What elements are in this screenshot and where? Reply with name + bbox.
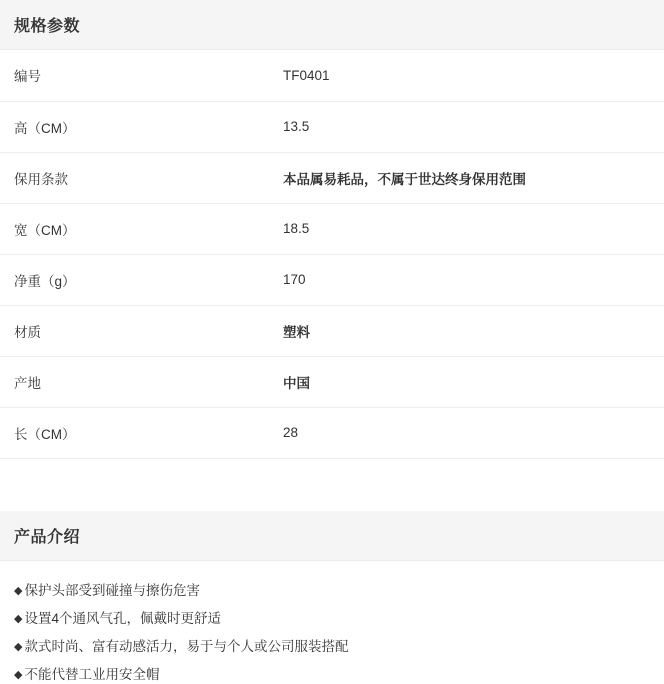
section-spacer	[0, 459, 664, 511]
intro-section-header	[0, 511, 664, 561]
spec-table	[0, 50, 664, 459]
list-item	[14, 605, 664, 633]
diamond-bullet-icon: ◆	[14, 584, 23, 597]
intro-section-title: 产品介绍	[14, 528, 81, 546]
list-item	[14, 633, 664, 661]
spec-value: 中国	[283, 356, 664, 407]
list-item	[14, 577, 664, 605]
list-item	[14, 661, 664, 684]
spec-key: 保用条款	[0, 152, 283, 203]
spec-value: 170	[283, 254, 664, 305]
spec-key: 净重（g）	[0, 254, 283, 305]
table-row	[0, 254, 664, 305]
spec-key: 高（CM）	[0, 101, 283, 152]
table-row	[0, 152, 664, 203]
spec-key: 材质	[0, 305, 283, 356]
list-item-text: 保护头部受到碰撞与擦伤危害	[24, 582, 200, 598]
spec-value: TF0401	[283, 50, 664, 101]
spec-key: 产地	[0, 356, 283, 407]
list-item-text: 设置4个通风气孔，佩戴时更舒适	[24, 610, 221, 626]
table-row	[0, 305, 664, 356]
table-row	[0, 50, 664, 101]
diamond-bullet-icon: ◆	[14, 640, 23, 653]
spec-value: 28	[283, 407, 664, 458]
diamond-bullet-icon: ◆	[14, 612, 23, 625]
spec-key: 长（CM）	[0, 407, 283, 458]
spec-table-body	[0, 50, 664, 458]
intro-list	[0, 561, 664, 684]
list-item-text: 不能代替工业用安全帽	[24, 666, 160, 682]
table-row	[0, 356, 664, 407]
table-row	[0, 101, 664, 152]
spec-key: 宽（CM）	[0, 203, 283, 254]
diamond-bullet-icon: ◆	[14, 668, 23, 681]
table-row	[0, 203, 664, 254]
spec-section-header	[0, 0, 664, 50]
spec-section-title: 规格参数	[14, 18, 81, 35]
spec-value: 13.5	[283, 101, 664, 152]
spec-key: 编号	[0, 50, 283, 101]
list-item-text: 款式时尚、富有动感活力，易于与个人或公司服装搭配	[24, 638, 349, 654]
spec-value: 本品属易耗品，不属于世达终身保用范围	[283, 152, 664, 203]
spec-value: 塑料	[283, 305, 664, 356]
spec-value: 18.5	[283, 203, 664, 254]
table-row	[0, 407, 664, 458]
